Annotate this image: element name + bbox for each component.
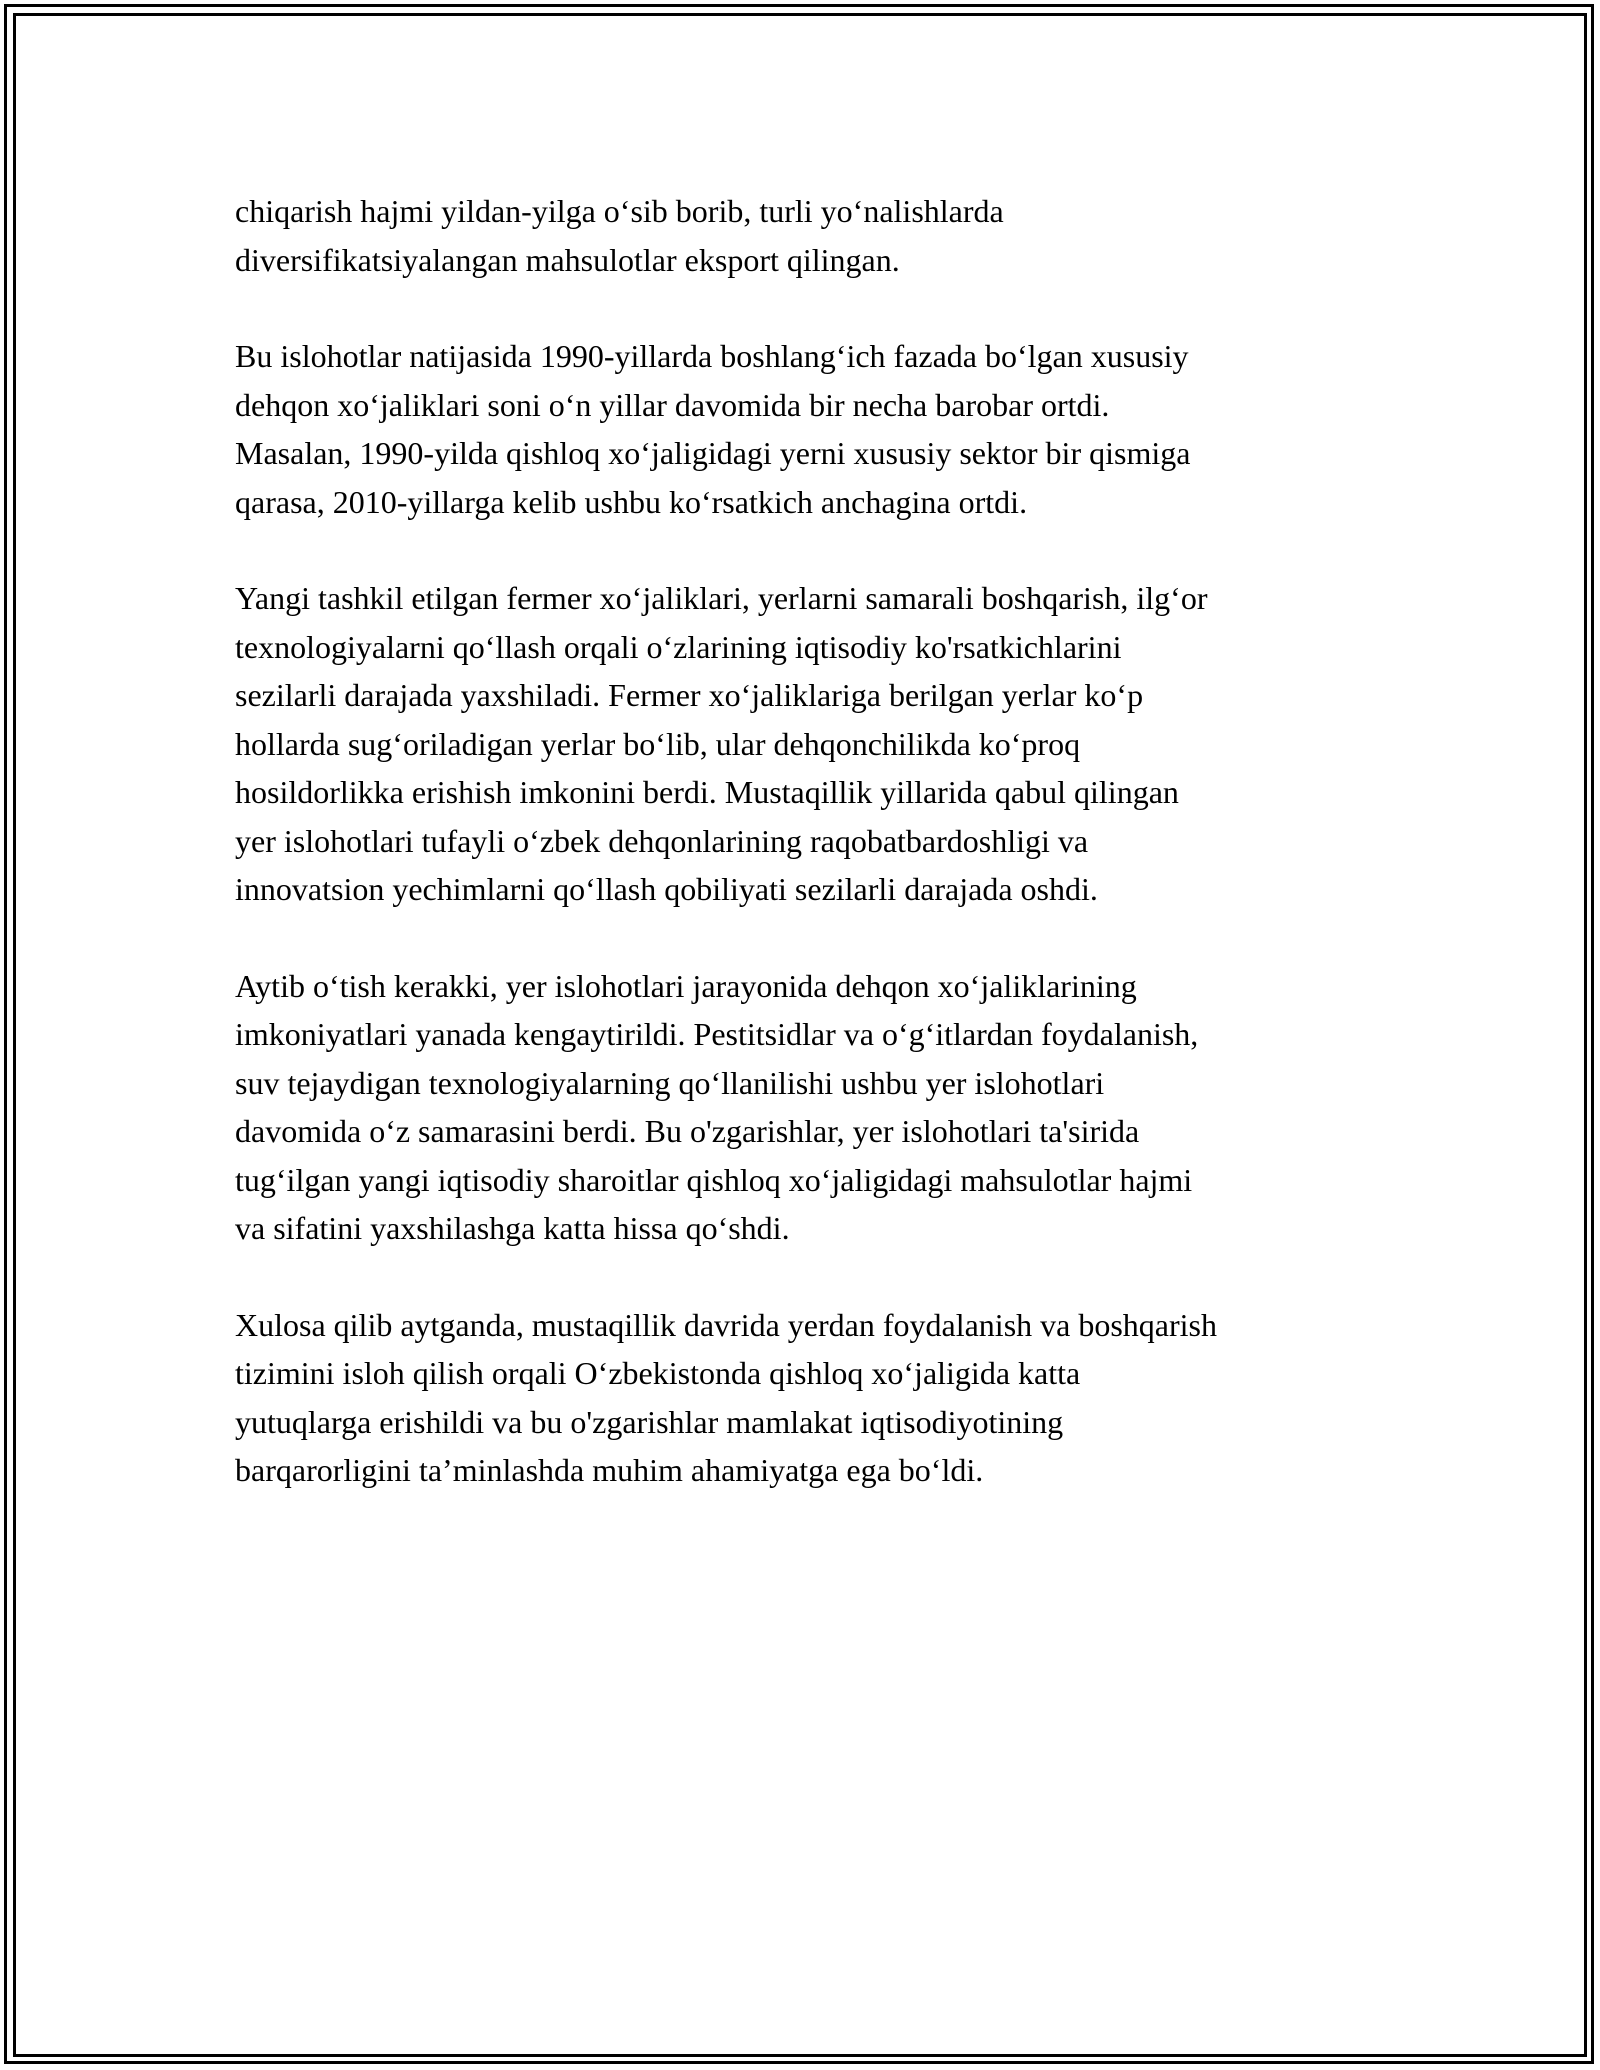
paragraph-2: Bu islohotlar natijasida 1990-yillarda boshlang‘ich fazada bo‘lgan xususiy dehqon xo‘jaliklari soni o‘n yillar davomida bir necha barobar ortdi. Masalan, 1990-yilda qishloq xo‘jaligidagi yerni xususiy sektor bir qismiga qarasa, 2010-yillarga kelib ushbu ko‘rsatkich anchagina ortdi. bbox=[235, 338, 1191, 520]
paragraph-1: chiqarish hajmi yildan-yilga o‘sib borib, turli yo‘nalishlarda diversifikatsiyalangan mahsulotlar eksport qilingan. bbox=[235, 193, 1004, 278]
paragraph-4: Aytib o‘tish kerakki, yer islohotlari jarayonida dehqon xo‘jaliklarining imkoniyatlari yanada kengaytirildi. Pestitsidlar va o‘g‘itlardan foydalanish, suv tejaydigan texnologiyalarning qo‘llanilishi ushbu yer islohotlari davomida o‘z samarasini berdi. Bu o'zgarishlar, yer islohotlari ta'sirida tug‘ilgan yangi iqtisodiy sharoitlar qishloq xo‘jaligidagi mahsulotlar hajmi va sifatini yaxshilashga katta hissa qo‘shdi. bbox=[235, 967, 1199, 1246]
paragraph-3: Yangi tashkil etilgan fermer xo‘jaliklari, yerlarni samarali boshqarish, ilg‘or texnologiyalarni qo‘llash orqali o‘zlarining iqtisodiy ko'rsatkichlarini sezilarli darajada yaxshiladi. Fermer xo‘jaliklariga berilgan yerlar ko‘p hollarda sug‘oriladigan yerlar bo‘lib, ular dehqonchilikda ko‘proq hosildorlikka erishish imkonini berdi. Mustaqillik yillarida qabul qilingan yer islohotlari tufayli o‘zbek dehqonlarining raqobatbardoshligi va innovatsion yechimlarni qo‘llash qobiliyati sezilarli darajada oshdi. bbox=[235, 580, 1208, 907]
document-body bbox=[235, 187, 1395, 1543]
paragraph-5: Xulosa qilib aytganda, mustaqillik davrida yerdan foydalanish va boshqarish tizimini isloh qilish orqali O‘zbekistonda qishloq xo‘jaligida katta yutuqlarga erishildi va bu o'zgarishlar mamlakat iqtisodiyotining barqarorligini ta’minlashda muhim ahamiyatga ega bo‘ldi. bbox=[235, 1306, 1217, 1488]
